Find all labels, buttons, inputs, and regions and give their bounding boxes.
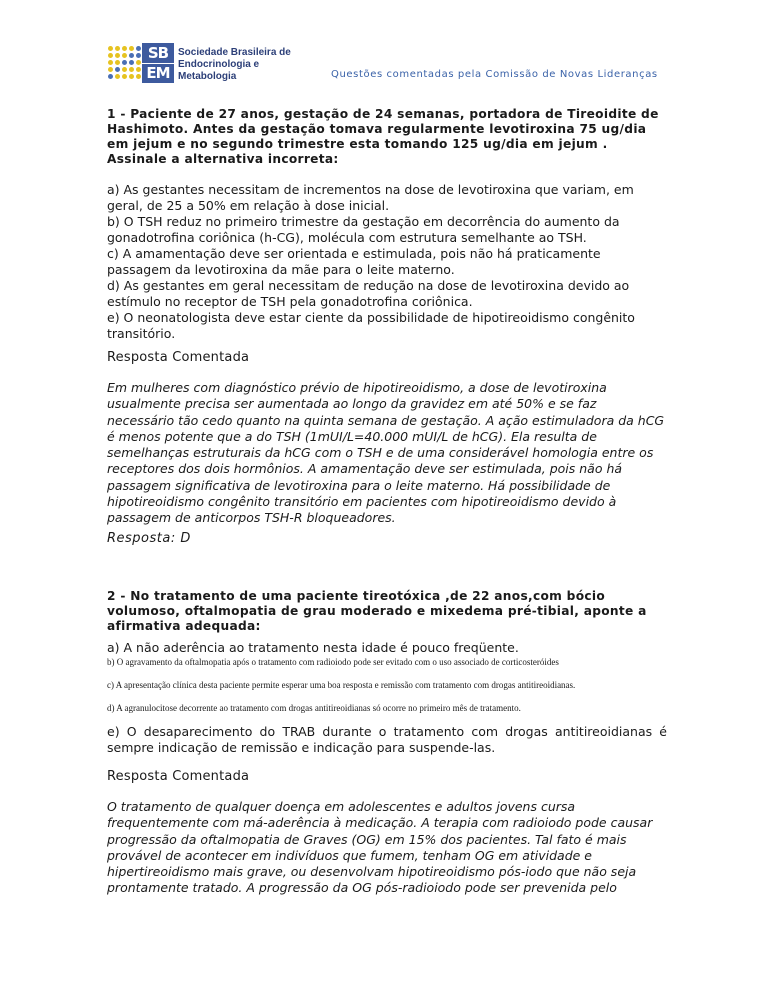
logo-mark-bottom: EM xyxy=(142,64,174,83)
option-e: e) O desaparecimento do TRAB durante o tratamento com drogas antitireoidianas é sempre indicação de remissão e indicação para suspende-las. xyxy=(107,724,667,755)
comment-text: O tratamento de qualquer doença em adolescentes e adultos jovens cursa frequentemente com má-aderência à medicação. A terapia com radioiodo pode causar progressão da oftalmopatia de Graves (OG) em 15% dos pacientes. Tal fato é mais provável de acontecer em indivíduos que fumem, tenham OG em atividade e hipertireoidismo mais grave, ou desenvolvam hipotireoidismo pós-iodo que não seja prontamente tratado. A progressão da OG pós-radioiodo pode ser prevenida pelo xyxy=(107,799,653,896)
header-title: Questões comentadas pela Comissão de Novas Lideranças xyxy=(331,69,658,80)
comment-heading: Resposta Comentada xyxy=(107,350,250,365)
question-2-comment-wrap xyxy=(107,799,667,897)
question-1 xyxy=(107,107,667,167)
question-1-comment-wrap xyxy=(107,380,667,527)
option-e: e) O neonatologista deve estar ciente da possibilidade de hipotireoidismo congênito transitório. xyxy=(107,310,635,341)
question-2-title: 2 - No tratamento de uma paciente tireotóxica ,de 22 anos,com bócio volumoso, oftalmopatia de grau moderado e mixedema pré-tibial, aponte a afirmativa adequada: xyxy=(107,589,647,633)
question-2-comment-heading-wrap xyxy=(107,769,667,785)
option-c: c) A apresentação clínica desta paciente permite esperar uma boa resposta e remissão com tratamento com drogas antitireoidianas. xyxy=(107,680,576,690)
option-d: d) As gestantes em geral necessitam de redução na dose de levotiroxina devido ao estímulo no receptor de TSH pela gonadotrofina coriônica. xyxy=(107,278,630,309)
logo-mark-top: SB xyxy=(142,43,174,63)
comment-text: Em mulheres com diagnóstico prévio de hipotireoidismo, a dose de levotiroxina usualmente precisa ser aumentada ao longo da gravidez em até 50% e se faz necessário tão cedo quanto na quinta semana de gestação. A ação estimuladora da hCG é menos potente que a do TSH (1mUI/L=40.000 mUI/L de hCG). Ela resulta de semelhanças estruturais da hCG com o TSH e de uma considerável homologia entre os receptores dos dois hormônios. A amamentação deve ser estimulada, pois não há passagem significativa de levotiroxina para o leite materno. Há possibilidade de hipotireoidismo congênito transitório em pacientes com hipotireoidismo devido à passagem de anticorpos TSH-R bloqueadores. xyxy=(107,380,665,526)
question-2-option-a-wrap xyxy=(107,640,667,656)
question-2 xyxy=(107,589,667,634)
option-a: a) A não aderência ao tratamento nesta idade é pouco freqüente. xyxy=(107,640,519,655)
option-a: a) As gestantes necessitam de incrementos na dose de levotiroxina que variam, em geral, de 25 a 50% em relação à dose inicial. xyxy=(107,182,634,213)
option-c: c) A amamentação deve ser orientada e estimulada, pois não há praticamente passagem da levotiroxina da mãe para o leite materno. xyxy=(107,246,601,277)
option-b: b) O agravamento da oftalmopatia após o tratamento com radioiodo pode ser evitado com o uso associado de corticosteróides xyxy=(107,657,559,667)
logo-name xyxy=(178,47,303,83)
comment-heading: Resposta Comentada xyxy=(107,769,250,784)
logo-dots-graphic xyxy=(108,46,140,80)
question-1-comment-heading-wrap xyxy=(107,350,667,366)
question-2-option-b-wrap xyxy=(107,657,667,668)
page-header xyxy=(106,43,666,85)
logo-name-line2: Endocrinologia e Metabologia xyxy=(178,59,260,82)
logo-name-line1: Sociedade Brasileira de xyxy=(178,47,291,58)
question-1-title: 1 - Paciente de 27 anos, gestação de 24 semanas, portadora de Tireoidite de Hashimoto. Antes da gestação tomava regularmente levotiroxina 75 ug/dia em jejum e no segundo trimestre esta tomando 125 ug/dia em jejum . Assinale a alternativa incorreta: xyxy=(107,107,659,166)
question-1-options xyxy=(107,182,667,342)
answer-text: Resposta: D xyxy=(107,531,191,546)
question-2-option-e-wrap xyxy=(107,724,667,756)
question-2-option-c-wrap xyxy=(107,680,667,691)
sbem-logo xyxy=(106,43,298,83)
option-d: d) A agranulocitose decorrente ao tratamento com drogas antitireoidianas só ocorre no primeiro mês de tratamento. xyxy=(107,703,521,713)
option-b: b) O TSH reduz no primeiro trimestre da gestação em decorrência do aumento da gonadotrofina coriônica (h-CG), molécula com estrutura semelhante ao TSH. xyxy=(107,214,620,245)
question-1-answer-wrap xyxy=(107,531,667,546)
question-2-option-d-wrap xyxy=(107,703,667,714)
